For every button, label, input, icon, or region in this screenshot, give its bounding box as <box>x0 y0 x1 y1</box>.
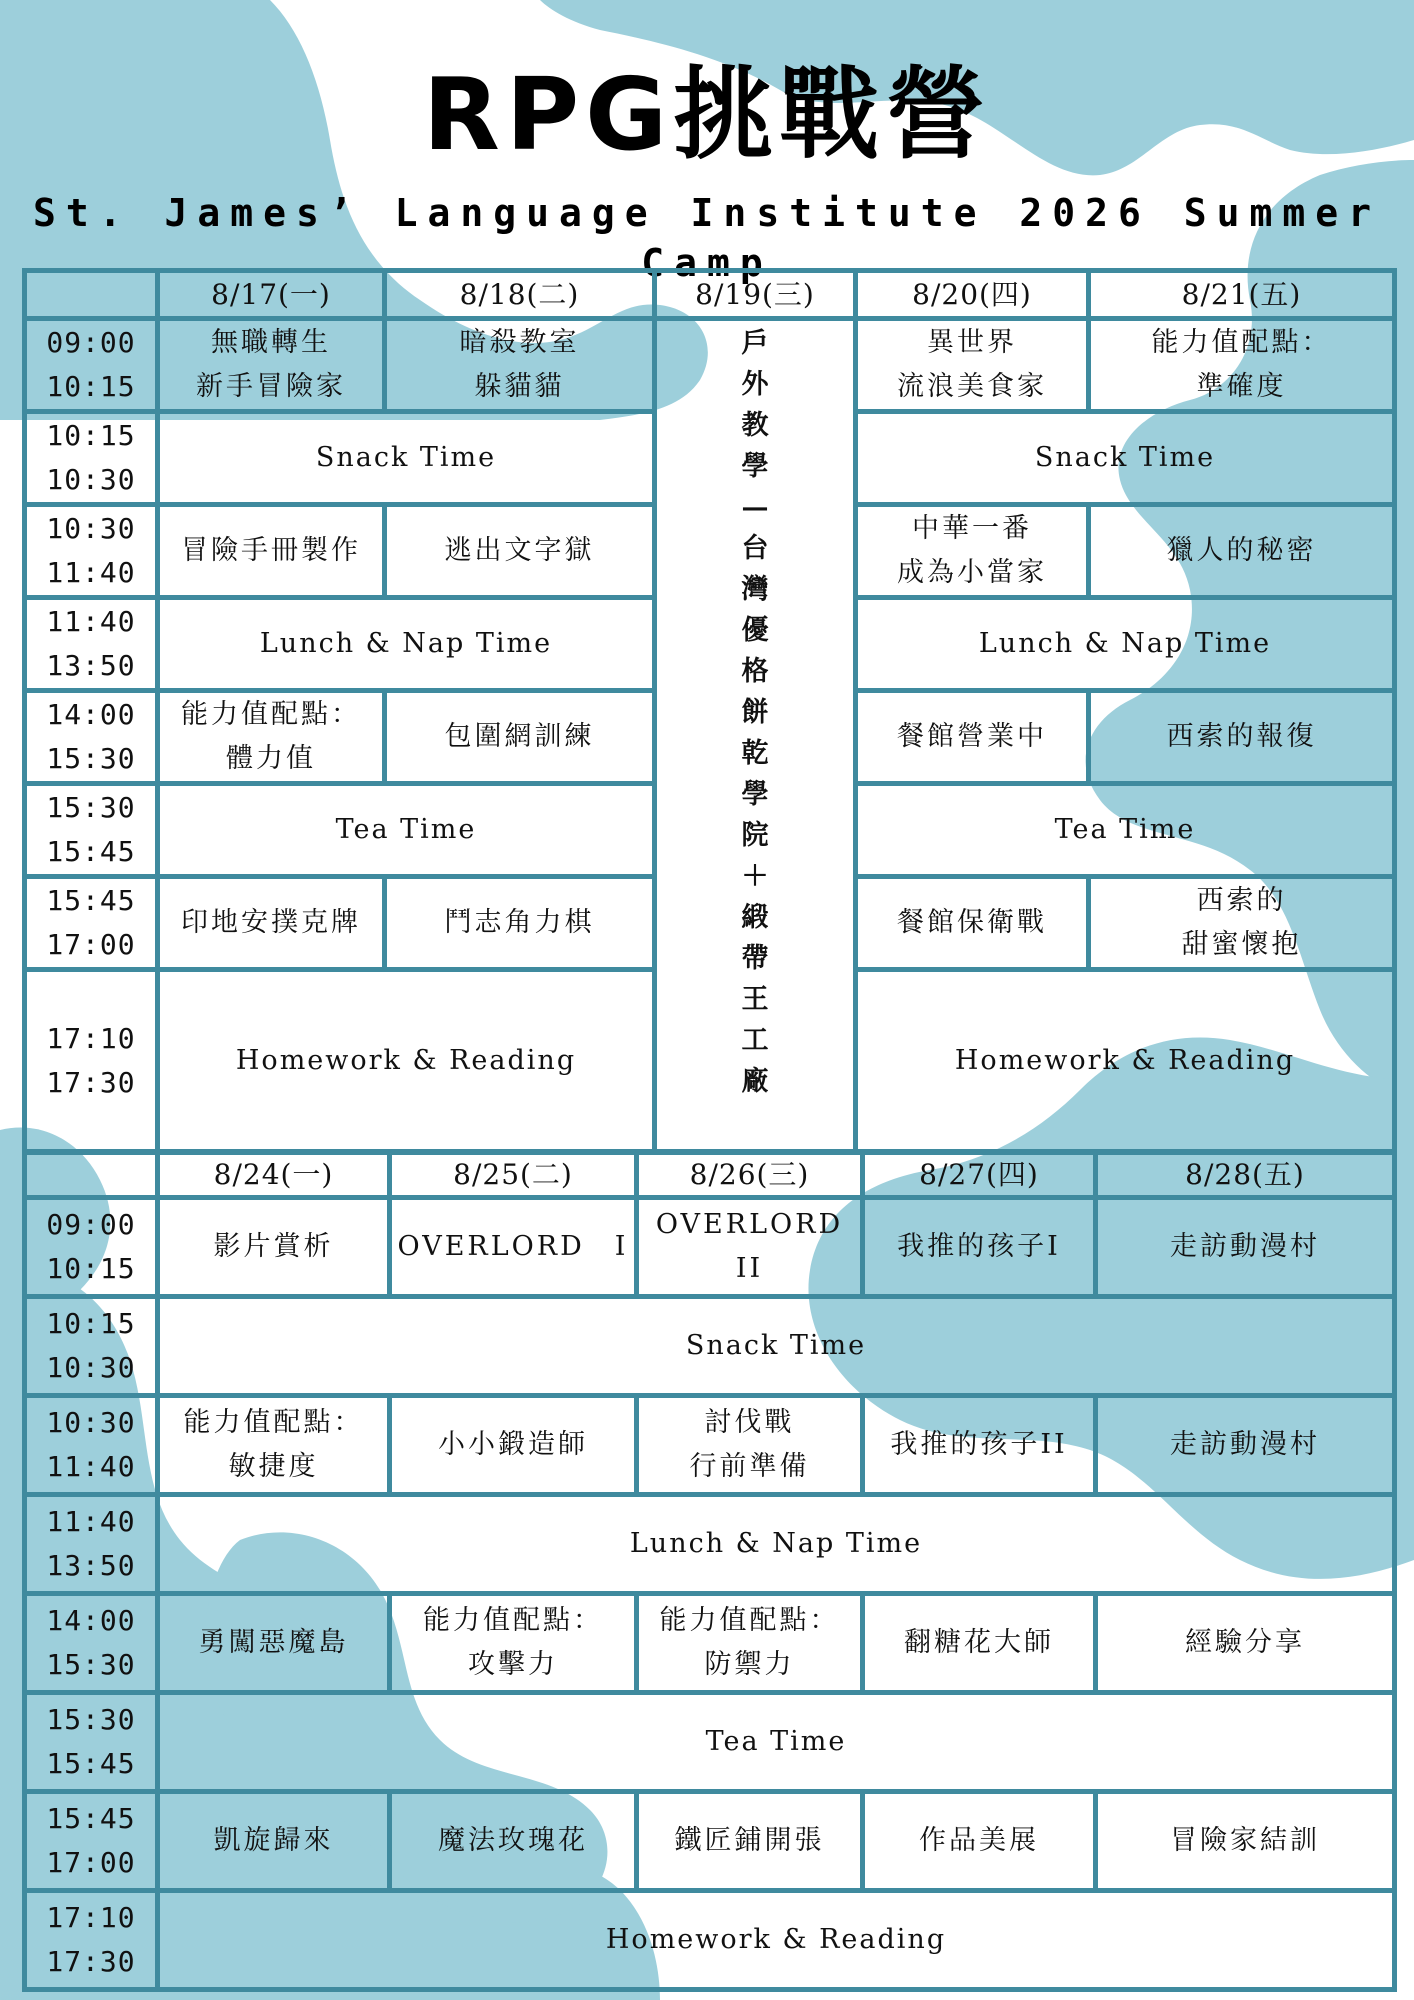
activity-cell: 鐵匠鋪開張 <box>637 1792 863 1891</box>
break-cell: Lunch & Nap Time <box>158 1495 1395 1594</box>
field-trip-char: 廠 <box>741 1066 769 1097</box>
date-header: 8/18(二) <box>385 271 655 319</box>
date-header: 8/24(一) <box>158 1153 390 1198</box>
break-cell: Tea Time <box>158 784 655 877</box>
activity-cell: 能力值配點： 攻擊力 <box>390 1594 637 1693</box>
activity-cell: 中華一番 成為小當家 <box>856 505 1089 598</box>
field-trip-char: 外 <box>741 369 769 400</box>
activity-cell: 魔法玫瑰花 <box>390 1792 637 1891</box>
break-cell: Snack Time <box>158 412 655 505</box>
activity-cell: 經驗分享 <box>1096 1594 1395 1693</box>
activity-cell: 小小鍛造師 <box>390 1396 637 1495</box>
date-header: 8/26(三) <box>637 1153 863 1198</box>
activity-cell: 能力值配點： 防禦力 <box>637 1594 863 1693</box>
break-cell: Homework & Reading <box>158 1891 1395 1990</box>
week2-schedule-table <box>22 1150 1397 1992</box>
field-trip-char: 緞 <box>741 902 769 933</box>
date-header: 8/28(五) <box>1096 1153 1395 1198</box>
field-trip-char: 學 <box>741 451 769 482</box>
date-header: 8/21(五) <box>1089 271 1395 319</box>
time-slot: 17:10 17:30 <box>25 1891 158 1990</box>
date-header: 8/19(三) <box>655 271 856 319</box>
break-cell: Homework & Reading <box>856 970 1395 1152</box>
field-trip-char: — <box>741 492 769 523</box>
activity-cell: 能力值配點： 敏捷度 <box>158 1396 390 1495</box>
activity-cell: 獵人的秘密 <box>1089 505 1395 598</box>
break-cell: Lunch & Nap Time <box>856 598 1395 691</box>
activity-cell: 西索的 甜蜜懷抱 <box>1089 877 1395 970</box>
activity-cell: 西索的報復 <box>1089 691 1395 784</box>
time-slot: 15:30 15:45 <box>25 784 158 877</box>
date-header: 8/25(二) <box>390 1153 637 1198</box>
activity-cell: 作品美展 <box>863 1792 1096 1891</box>
week1-schedule-table <box>22 268 1397 1154</box>
time-slot: 11:40 13:50 <box>25 1495 158 1594</box>
activity-cell: OVERLORD II <box>637 1198 863 1297</box>
field-trip-char: 院 <box>741 820 769 851</box>
activity-cell: 異世界 流浪美食家 <box>856 319 1089 412</box>
date-header: 8/17(一) <box>158 271 385 319</box>
field-trip-char: 台 <box>741 533 769 564</box>
break-cell: Snack Time <box>158 1297 1395 1396</box>
date-header: 8/27(四) <box>863 1153 1096 1198</box>
activity-cell: 凱旋歸來 <box>158 1792 390 1891</box>
time-slot: 11:40 13:50 <box>25 598 158 691</box>
activity-cell: 暗殺教室 躲貓貓 <box>385 319 655 412</box>
time-slot: 10:30 11:40 <box>25 505 158 598</box>
activity-cell: 勇闖惡魔島 <box>158 1594 390 1693</box>
time-slot: 15:45 17:00 <box>25 1792 158 1891</box>
page-subtitle: St. James’ Language Institute 2026 Summer Camp <box>33 191 1381 285</box>
break-cell: Homework & Reading <box>158 970 655 1152</box>
field-trip-char: 優 <box>741 615 769 646</box>
time-slot: 10:15 10:30 <box>25 1297 158 1396</box>
activity-cell: 討伐戰 行前準備 <box>637 1396 863 1495</box>
time-slot: 14:00 15:30 <box>25 1594 158 1693</box>
time-slot: 15:45 17:00 <box>25 877 158 970</box>
field-trip-char: 格 <box>741 656 769 687</box>
time-slot: 15:30 15:45 <box>25 1693 158 1792</box>
time-slot: 10:30 11:40 <box>25 1396 158 1495</box>
field-trip-char: ＋ <box>741 861 769 892</box>
activity-cell: 影片賞析 <box>158 1198 390 1297</box>
page-title: RPG挑戰營 <box>422 56 992 173</box>
time-slot: 09:00 10:15 <box>25 319 158 412</box>
field-trip-char: 帶 <box>741 943 769 974</box>
field-trip-cell <box>655 319 856 1152</box>
field-trip-char: 灣 <box>741 574 769 605</box>
activity-cell: 我推的孩子I <box>863 1198 1096 1297</box>
field-trip-char: 餅 <box>741 697 769 728</box>
activity-cell: 能力值配點： 準確度 <box>1089 319 1395 412</box>
activity-cell: 走訪動漫村 <box>1096 1396 1395 1495</box>
time-slot: 14:00 15:30 <box>25 691 158 784</box>
break-cell: Lunch & Nap Time <box>158 598 655 691</box>
activity-cell: 我推的孩子II <box>863 1396 1096 1495</box>
field-trip-char: 工 <box>741 1025 769 1056</box>
field-trip-char: 王 <box>741 984 769 1015</box>
activity-cell: 餐館保衛戰 <box>856 877 1089 970</box>
field-trip-char: 戶 <box>741 328 769 359</box>
break-cell: Tea Time <box>158 1693 1395 1792</box>
activity-cell: 翻糖花大師 <box>863 1594 1096 1693</box>
activity-cell: 能力值配點： 體力值 <box>158 691 385 784</box>
activity-cell: 冒險手冊製作 <box>158 505 385 598</box>
activity-cell: OVERLORD I <box>390 1198 637 1297</box>
break-cell: Snack Time <box>856 412 1395 505</box>
time-slot: 17:10 17:30 <box>25 970 158 1152</box>
field-trip-char: 學 <box>741 779 769 810</box>
time-slot: 10:15 10:30 <box>25 412 158 505</box>
activity-cell: 冒險家結訓 <box>1096 1792 1395 1891</box>
field-trip-char: 教 <box>741 410 769 441</box>
activity-cell: 逃出文字獄 <box>385 505 655 598</box>
activity-cell: 印地安撲克牌 <box>158 877 385 970</box>
activity-cell: 包圍網訓練 <box>385 691 655 784</box>
field-trip-char: 乾 <box>741 738 769 769</box>
activity-cell: 鬥志角力棋 <box>385 877 655 970</box>
break-cell: Tea Time <box>856 784 1395 877</box>
date-header: 8/20(四) <box>856 271 1089 319</box>
activity-cell: 餐館營業中 <box>856 691 1089 784</box>
activity-cell: 無職轉生 新手冒險家 <box>158 319 385 412</box>
time-slot: 09:00 10:15 <box>25 1198 158 1297</box>
activity-cell: 走訪動漫村 <box>1096 1198 1395 1297</box>
corner-cell <box>25 271 158 319</box>
corner-cell <box>25 1153 158 1198</box>
